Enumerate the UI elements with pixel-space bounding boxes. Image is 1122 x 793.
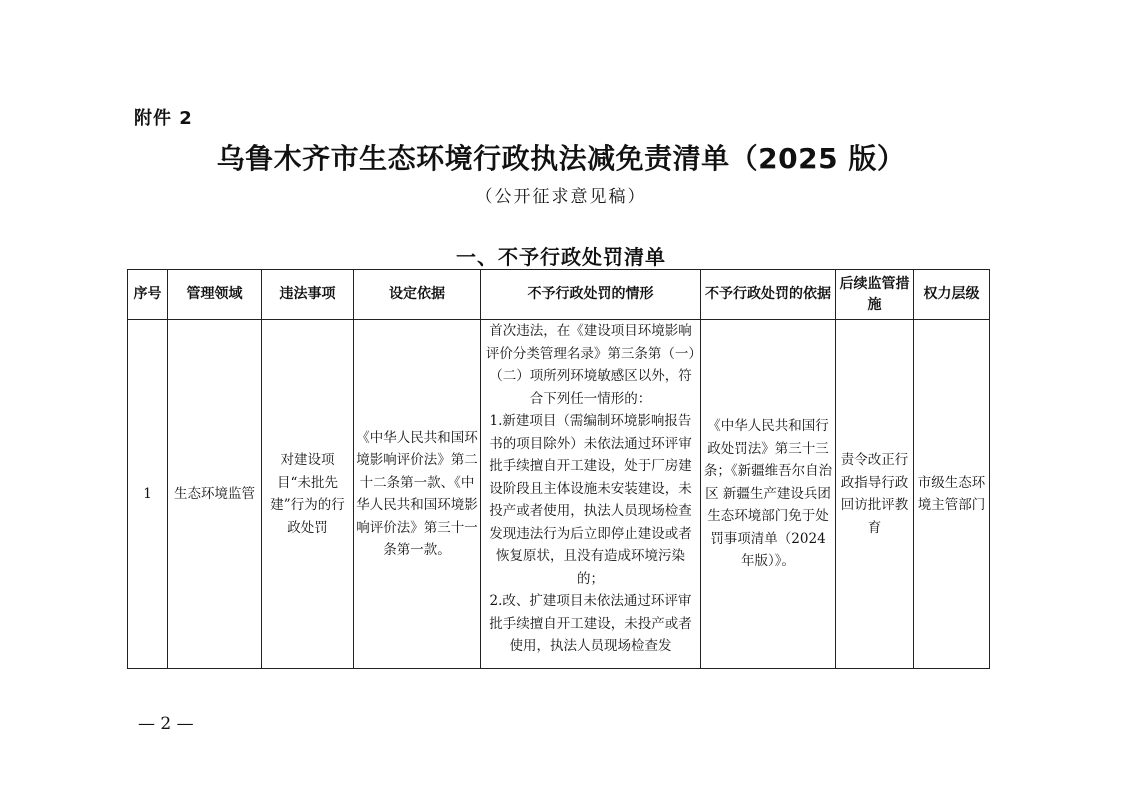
situation-paragraph: 1.新建项目（需编制环境影响报告书的项目除外）未依法通过环评审批手续擅自开工建设，处于厂房建设阶段且主体设施未安装建设，未投产或者使用，执法人员现场检查发现违法行为后立即停止建设或者恢复原状，且没有造成环境污染的； [489, 413, 692, 587]
table-header-row [128, 270, 990, 320]
situation-paragraph: 首次违法，在《建设项目环境影响评价分类管理名录》第三条第（一）（二）项所列环境敏感区以外，符合下列任一情形的： [485, 323, 696, 407]
column-header: 不予行政处罚的依据 [701, 270, 836, 320]
authority-level-cell: 市级生态环境主管部门 [914, 320, 990, 669]
table-row [128, 320, 990, 669]
document-subtitle: （公开征求意见稿） [475, 187, 647, 207]
column-header: 设定依据 [354, 270, 481, 320]
penalty-exemption-table [127, 269, 990, 669]
column-header: 后续监管措施 [836, 270, 914, 320]
violation-cell: 对建设项目“未批先建”行为的行政处罚 [262, 320, 354, 669]
document-title: 乌鲁木齐市生态环境行政执法减免责清单（2025 版） [216, 142, 906, 175]
follow-up-measures-cell: 责令改正行政指导行政回访批评教育 [836, 320, 914, 669]
legal-basis-cell: 《中华人民共和国环境影响评价法》第二十二条第一款、《中华人民共和国环境影响评价法》第三十一条第一款。 [354, 320, 481, 669]
penalty-basis-cell: 《中华人民共和国行政处罚法》第三十三条；《新疆维吾尔自治区 新疆生产建设兵团生态环境部门免于处罚事项清单（2024 年版）》。 [701, 320, 836, 669]
exemption-situation-cell [481, 320, 701, 669]
attachment-label: 附件 2 [134, 108, 193, 129]
column-header: 不予行政处罚的情形 [481, 270, 701, 320]
page-number: — 2 — [138, 714, 194, 734]
column-header: 权力层级 [914, 270, 990, 320]
section-title: 一、不予行政处罚清单 [456, 245, 666, 269]
column-header: 管理领域 [168, 270, 262, 320]
row-number-cell: 1 [128, 320, 168, 669]
management-field-cell: 生态环境监管 [168, 320, 262, 669]
column-header: 序号 [128, 270, 168, 320]
situation-paragraph: 2.改、扩建项目未依法通过环评审批手续擅自开工建设，未投产或者使用，执法人员现场检查发 [489, 593, 692, 654]
column-header: 违法事项 [262, 270, 354, 320]
